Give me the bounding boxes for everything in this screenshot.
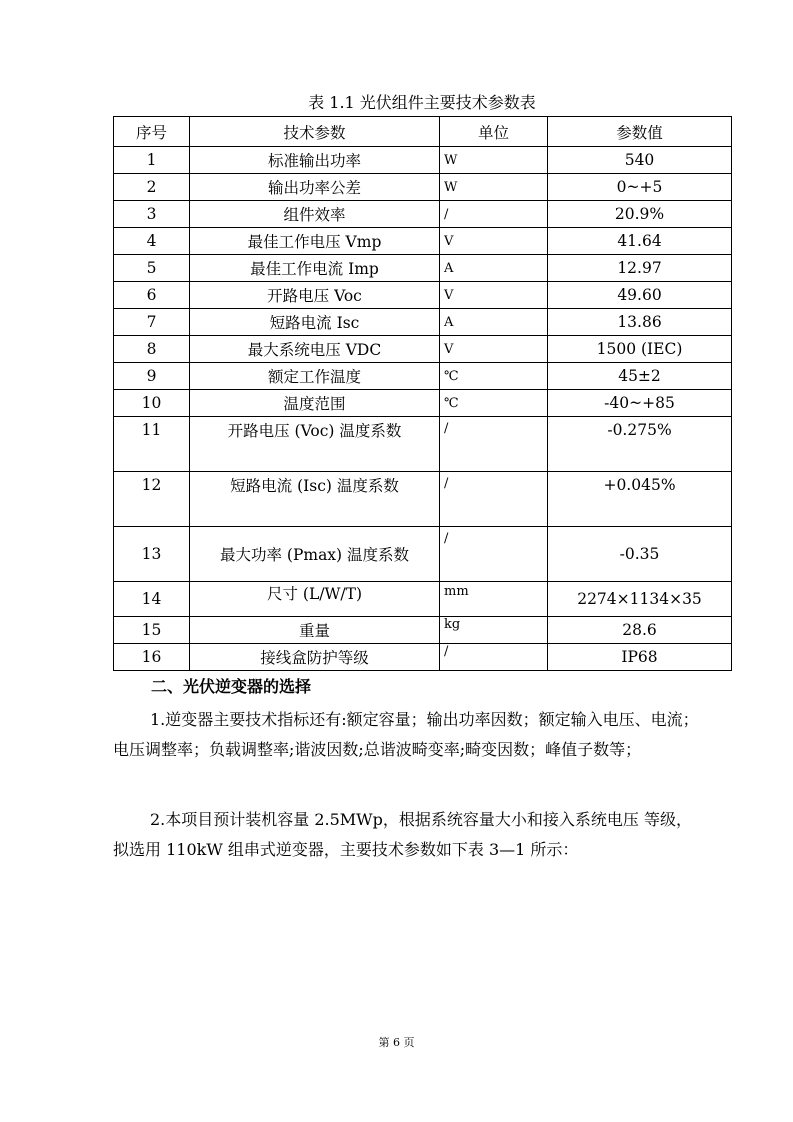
row-unit: /	[440, 201, 548, 228]
row-unit: A	[440, 255, 548, 282]
header-param: 技术参数	[190, 117, 440, 147]
table-row	[114, 255, 732, 282]
row-no: 6	[114, 282, 190, 309]
row-unit: kg	[440, 617, 548, 644]
row-value: 540	[548, 147, 732, 174]
row-unit: mm	[440, 582, 548, 617]
header-value: 参数值	[548, 117, 732, 147]
row-no: 15	[114, 617, 190, 644]
table-row	[114, 309, 732, 336]
row-param: 最大系统电压 VDC	[190, 336, 440, 363]
row-no: 3	[114, 201, 190, 228]
row-no: 2	[114, 174, 190, 201]
row-param: 接线盒防护等级	[190, 644, 440, 671]
row-value: 28.6	[548, 617, 732, 644]
table-row	[114, 472, 732, 527]
header-unit: 单位	[440, 117, 548, 147]
row-param: 开路电压 Voc	[190, 282, 440, 309]
row-no: 12	[114, 472, 190, 527]
row-param: 输出功率公差	[190, 174, 440, 201]
row-param: 组件效率	[190, 201, 440, 228]
row-no: 4	[114, 228, 190, 255]
row-value: 20.9%	[548, 201, 732, 228]
row-value: 49.60	[548, 282, 732, 309]
module-parameter-table	[113, 116, 732, 671]
row-unit: ℃	[440, 390, 548, 417]
table-row	[114, 417, 732, 472]
row-unit: /	[440, 417, 548, 472]
table-row	[114, 582, 732, 617]
table-row	[114, 390, 732, 417]
row-unit: A	[440, 309, 548, 336]
row-no: 16	[114, 644, 190, 671]
row-no: 11	[114, 417, 190, 472]
row-value: +0.045%	[548, 472, 732, 527]
header-no: 序号	[114, 117, 190, 147]
row-param: 最大功率 (Pmax) 温度系数	[190, 527, 440, 582]
row-no: 10	[114, 390, 190, 417]
row-value: 13.86	[548, 309, 732, 336]
row-param: 温度范围	[190, 390, 440, 417]
paragraph-project: 2.本项目预计装机容量 2.5MWp，根据系统容量大小和接入系统电压 等级，拟选用 110kW 组串式逆变器，主要技术参数如下表 3—1 所示：	[113, 810, 692, 859]
row-value: 1500 (IEC)	[548, 336, 732, 363]
row-no: 7	[114, 309, 190, 336]
table-caption: 表 1.1 光伏组件主要技术参数表	[308, 93, 536, 112]
row-unit: V	[440, 228, 548, 255]
table-row	[114, 228, 732, 255]
row-value: 0~+5	[548, 174, 732, 201]
row-unit: /	[440, 472, 548, 527]
row-no: 14	[114, 582, 190, 617]
row-value: -0.35	[548, 527, 732, 582]
row-param: 开路电压 (Voc) 温度系数	[190, 417, 440, 472]
row-unit: W	[440, 147, 548, 174]
paragraph-indicators: 1.逆变器主要技术指标还有:额定容量；输出功率因数；额定输入电压、电流；电压调整率；负载调整率;谐波因数;总谐波畸变率;畸变因数；峰值子数等；	[113, 710, 699, 759]
row-param: 标准输出功率	[190, 147, 440, 174]
table-header-row	[114, 117, 732, 147]
row-value: 2274×1134×35	[548, 582, 732, 617]
row-value: IP68	[548, 644, 732, 671]
row-param: 短路电流 (Isc) 温度系数	[190, 472, 440, 527]
table-row	[114, 201, 732, 228]
row-value: -0.275%	[548, 417, 732, 472]
table-row	[114, 336, 732, 363]
row-param: 最佳工作电压 Vmp	[190, 228, 440, 255]
row-no: 9	[114, 363, 190, 390]
row-value: 12.97	[548, 255, 732, 282]
row-no: 1	[114, 147, 190, 174]
section-heading: 二、光伏逆变器的选择	[151, 677, 312, 696]
row-unit: ℃	[440, 363, 548, 390]
page-number: 第 6 页	[378, 1036, 415, 1049]
row-unit: /	[440, 527, 548, 582]
table-row	[114, 527, 732, 582]
table-row	[114, 282, 732, 309]
table-row	[114, 174, 732, 201]
row-unit: W	[440, 174, 548, 201]
row-value: -40~+85	[548, 390, 732, 417]
row-param: 最佳工作电流 Imp	[190, 255, 440, 282]
row-value: 41.64	[548, 228, 732, 255]
row-no: 13	[114, 527, 190, 582]
row-unit: V	[440, 282, 548, 309]
table-row	[114, 644, 732, 671]
row-unit: /	[440, 644, 548, 671]
table-row	[114, 617, 732, 644]
row-param: 额定工作温度	[190, 363, 440, 390]
row-param: 短路电流 Isc	[190, 309, 440, 336]
table-row	[114, 147, 732, 174]
table-row	[114, 363, 732, 390]
row-param: 重量	[190, 617, 440, 644]
row-unit: V	[440, 336, 548, 363]
row-no: 5	[114, 255, 190, 282]
row-param: 尺寸 (L/W/T)	[190, 582, 440, 617]
row-value: 45±2	[548, 363, 732, 390]
row-no: 8	[114, 336, 190, 363]
